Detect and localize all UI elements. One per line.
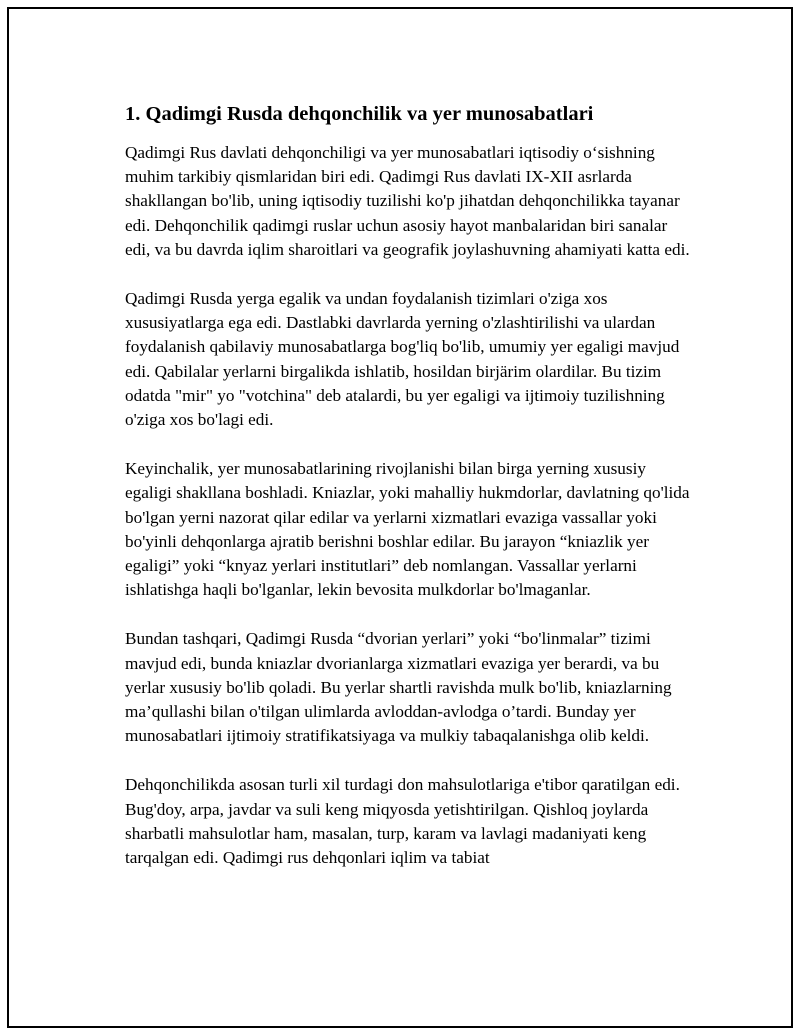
paragraph-3: Keyinchalik, yer munosabatlarining rivojlanishi bilan birga yerning xususiy egaligi shakllana boshladi. Kniazlar, yoki mahalliy hukmdorlar, davlatning qo'lida bo'lgan yerni nazorat qilar edilar va yerlarni xizmatlari evaziga vassallar yoki bo'yinli dehqonlarga ajratib berishni boshlar edilar. Bu jarayon “kniazlik yer egaligi” yoki “knyaz yerlari institutlari” deb nomlangan. Vassallar yerlarni ishlatishga haqli bo'lganlar, lekin bevosita mulkdorlar bo'lmaganlar. (125, 459, 690, 600)
paragraph-5: Dehqonchilikda asosan turli xil turdagi don mahsulotlariga e'tibor qaratilgan edi. Bug'doy, arpa, javdar va suli keng miqyosda yetishtirilgan. Qishloq joylarda sharbatli mahsulotlar ham, masalan, turp, karam va lavlagi madaniyati keng tarqalgan edi. Qadimgi rus dehqonlari iqlim va tabiat (125, 775, 680, 868)
paragraph-2: Qadimgi Rusda yerga egalik va undan foydalanish tizimlari o'ziga xos xususiyatlarga ega edi. Dastlabki davrlarda yerning o'zlashtirilishi va ulardan foydalanish qabilaviy munosabatlarga bog'liq bo'lib, umumiy yer egaligi mavjud edi. Qabilalar yerlarni birgalikda ishlatib, hosildan birjärim olardilar. Bu tizim odatda "mir" yo "votchina" deb atalardi, bu yer egaligi va ijtimoiy tuzilishning o'ziga xos bo'lagi edi. (125, 289, 680, 430)
page-frame (7, 7, 793, 1028)
document-body (125, 101, 695, 895)
paragraph-1: Qadimgi Rus davlati dehqonchiligi va yer munosabatlari iqtisodiy o‘sishning muhim tarkibiy qismlaridan biri edi. Qadimgi Rus davlati IX-XII asrlarda shakllangan bo'lib, uning iqtisodiy tuzilishi ko'p jihatdan dehqonchilikka tayanar edi. Dehqonchilik qadimgi ruslar uchun asosiy hayot manbalaridan biri sanalar edi, va bu davrda iqlim sharoitlari va geografik joylashuvning ahamiyati katta edi. (125, 143, 690, 259)
paragraph-4: Bundan tashqari, Qadimgi Rusda “dvorian yerlari” yoki “bo'linmalar” tizimi mavjud edi, bunda kniazlar dvorianlarga xizmatlari evaziga yer berardi, va bu yerlar xususiy bo'lib qoladi. Bu yerlar shartli ravishda mulk bo'lib, kniazlarning ma’qullashi bilan o'tilgan ulimlarda avloddan-avlodga o’tardi. Bunday yer munosabatlari ijtimoiy stratifikatsiyaga va mulkiy tabaqalanishga olib keldi. (125, 629, 672, 746)
document-title: 1. Qadimgi Rusda dehqonchilik va yer munosabatlari (125, 103, 594, 125)
